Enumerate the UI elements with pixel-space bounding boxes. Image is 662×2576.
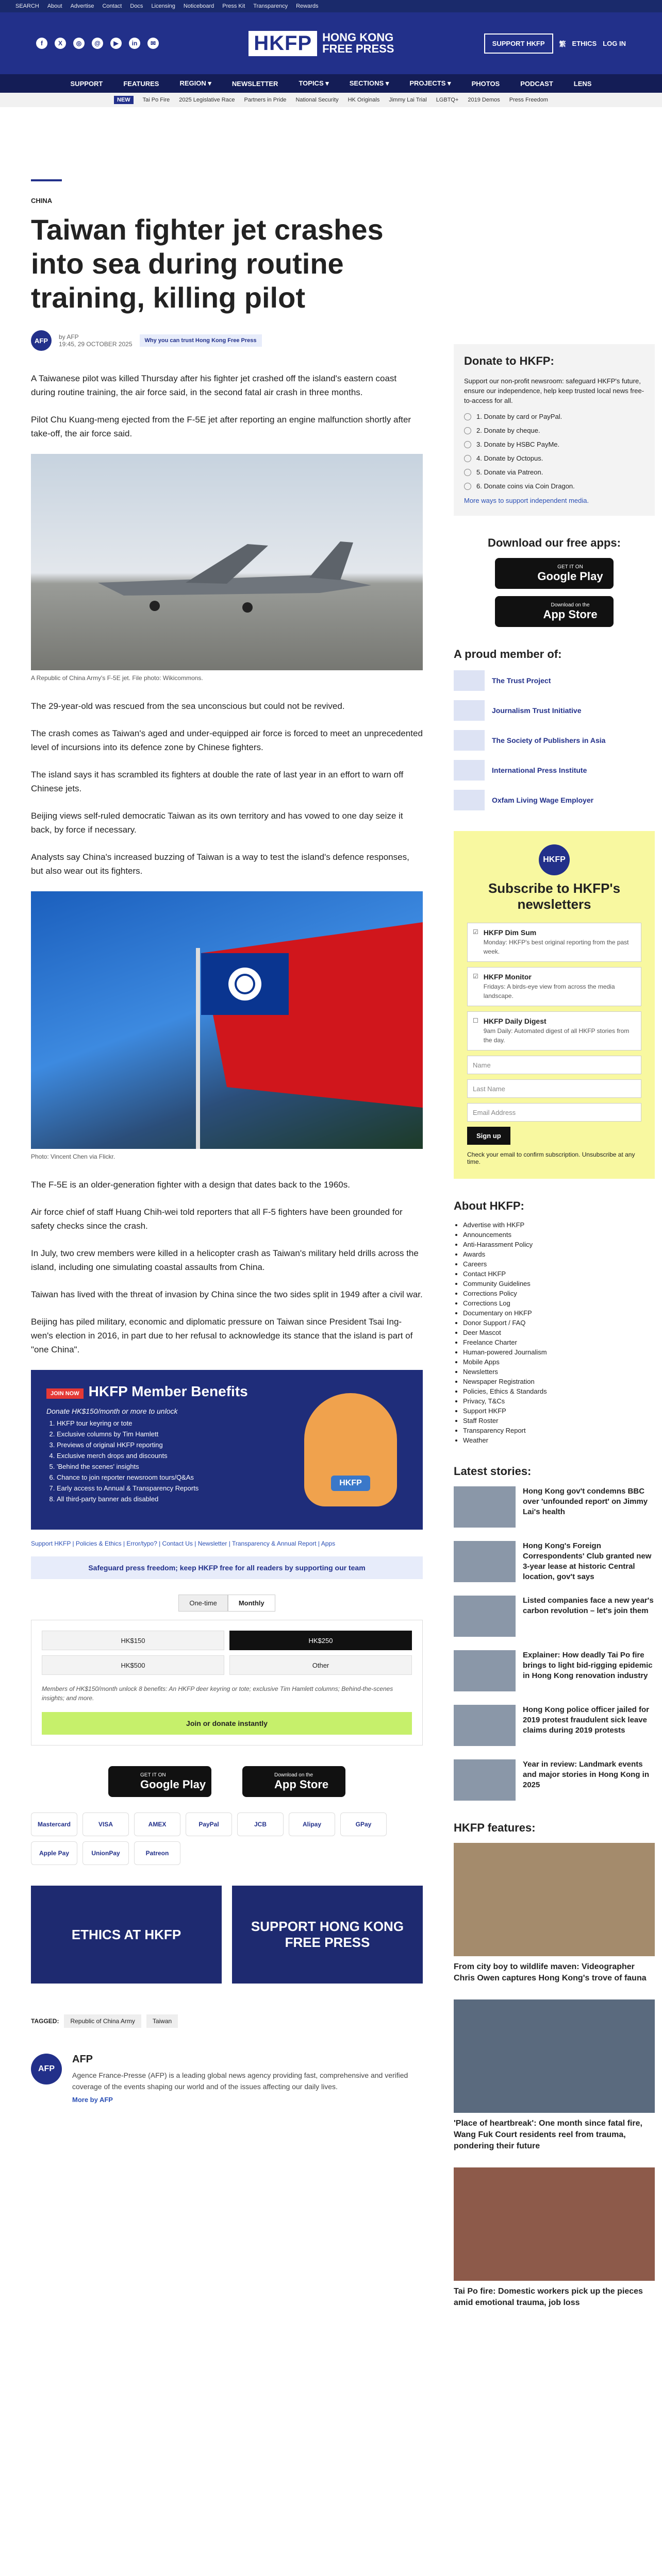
about-link[interactable]: • Policies, Ethics & Standards xyxy=(463,1387,655,1395)
more-by-author-link[interactable]: More by AFP xyxy=(72,2096,113,2104)
author-box xyxy=(31,2054,423,2105)
checkbox-icon[interactable]: ☑ xyxy=(473,928,478,936)
payment-logo: VISA xyxy=(82,1812,129,1836)
nav-item[interactable]: PROJECTS ▾ xyxy=(409,79,451,87)
org-logo xyxy=(454,760,485,781)
top-link[interactable]: Noticeboard xyxy=(183,3,214,9)
nav-item[interactable]: NEWSLETTER xyxy=(231,79,278,88)
last-name-field[interactable]: Last Name xyxy=(467,1079,641,1098)
login-link[interactable]: LOG IN xyxy=(603,39,626,47)
benefit-item: 5. 'Behind the scenes' insights xyxy=(57,1463,284,1470)
trending-link[interactable]: LGBTQ+ xyxy=(436,97,459,103)
instagram-icon[interactable]: ◎ xyxy=(73,38,85,49)
latest-story[interactable]: Listed companies face a new year's carbon revolution – let's join them xyxy=(454,1596,655,1637)
latest-title: Latest stories: xyxy=(454,1465,532,1478)
about-link[interactable]: • Careers xyxy=(463,1260,655,1268)
more-ways-link[interactable]: More ways to support independent media. xyxy=(464,497,589,504)
paragraph: Beijing views self-ruled democratic Taiwan as its own territory and has vowed to one day seize it back, by force if necessary. xyxy=(31,811,403,835)
payment-logo: Apple Pay xyxy=(31,1841,77,1865)
feature-image[interactable] xyxy=(454,1843,655,1956)
about-link[interactable]: • Documentary on HKFP xyxy=(463,1309,655,1317)
feature-image[interactable] xyxy=(454,1999,655,2113)
category-label[interactable]: CHINA xyxy=(31,197,53,205)
nav-item[interactable]: TOPICS ▾ xyxy=(299,79,329,87)
apps-title: Download our free apps: xyxy=(488,536,621,549)
page-body xyxy=(0,107,662,2324)
amount-option[interactable]: HK$150 xyxy=(42,1631,224,1650)
trending-link[interactable]: Jimmy Lai Trial xyxy=(389,97,427,103)
about-link[interactable]: • Corrections Log xyxy=(463,1299,655,1307)
top-link[interactable]: Press Kit xyxy=(222,3,245,9)
feature-story[interactable]: 'Place of heartbreak': One month since fatal fire, Wang Fuk Court residents reel from trauma, pondering their future xyxy=(454,1999,655,2152)
member-subtitle: Donate HK$150/month or more to unlock xyxy=(46,1407,178,1415)
trending-link[interactable]: Press Freedom xyxy=(509,97,548,103)
payment-logo: AMEX xyxy=(134,1812,180,1836)
amount-options xyxy=(42,1631,412,1675)
mascot-shirt: HKFP xyxy=(331,1476,370,1491)
org-logo xyxy=(454,670,485,691)
newsletter-widget xyxy=(454,831,655,1179)
benefit-list xyxy=(46,1419,284,1503)
latest-stories-widget xyxy=(454,1465,655,1801)
app-badges xyxy=(31,1766,423,1797)
org-name[interactable]: The Society of Publishers in Asia xyxy=(492,736,606,744)
checkbox-icon[interactable]: ☐ xyxy=(473,1017,478,1024)
about-link[interactable]: • Human-powered Journalism xyxy=(463,1348,655,1356)
tab-one-time[interactable]: One-time xyxy=(178,1595,227,1612)
trending-link[interactable]: 2019 Demos xyxy=(468,97,500,103)
newsletter-title: Subscribe to HKFP's newsletters xyxy=(488,880,621,912)
email-field[interactable]: Email Address xyxy=(467,1103,641,1122)
safeguard-banner[interactable]: Safeguard press freedom; keep HKFP free for all readers by supporting our team xyxy=(31,1556,423,1579)
top-link[interactable]: SEARCH xyxy=(15,3,39,9)
join-now-badge: JOIN NOW xyxy=(46,1388,84,1399)
top-link[interactable]: Licensing xyxy=(151,3,175,9)
name-field[interactable]: Name xyxy=(467,1056,641,1074)
trending-link[interactable]: Partners in Pride xyxy=(244,97,287,103)
features-widget xyxy=(454,1821,655,2309)
amount-option[interactable]: HK$500 xyxy=(42,1655,224,1675)
app-store-badge[interactable]: Download on the App Store xyxy=(242,1766,345,1797)
facebook-icon[interactable]: f xyxy=(36,38,47,49)
tab-monthly[interactable]: Monthly xyxy=(228,1595,275,1612)
about-link[interactable]: • Community Guidelines xyxy=(463,1280,655,1287)
new-badge: NEW xyxy=(114,96,134,104)
google-play-badge[interactable]: GET IT ON Google Play xyxy=(495,558,614,589)
trending-bar xyxy=(0,93,662,107)
story-thumbnail[interactable] xyxy=(454,1596,516,1637)
nav-item[interactable]: REGION ▾ xyxy=(179,79,211,87)
promo-videos xyxy=(31,1886,423,1984)
author-name[interactable]: AFP xyxy=(72,2054,93,2065)
paragraph: The F-5E is an older-generation fighter with a design that dates back to the 1960s. xyxy=(31,1180,350,1190)
latest-story[interactable]: Hong Kong gov't condemns BBC over 'unfounded report' on Jimmy Lai's health xyxy=(454,1486,655,1528)
x-icon[interactable]: X xyxy=(55,38,66,49)
story-thumbnail[interactable] xyxy=(454,1759,516,1801)
about-widget xyxy=(454,1199,655,1444)
story-thumbnail[interactable] xyxy=(454,1705,516,1746)
benefit-item: 4. Exclusive merch drops and discounts xyxy=(57,1452,284,1460)
paragraph: A Taiwanese pilot was killed Thursday after his fighter jet crashed off the island's eastern coast during routine training, the air force said, in the second fatal air crash in three months. xyxy=(31,374,397,397)
donate-title: Donate to HKFP: xyxy=(464,354,554,367)
mail-icon[interactable]: ✉ xyxy=(147,38,159,49)
feature-story[interactable]: From city boy to wildlife maven: Videographer Chris Owen captures Hong Kong's trove of fauna xyxy=(454,1843,655,1984)
logo-box: HKFP xyxy=(249,31,317,56)
about-link[interactable]: • Newsletters xyxy=(463,1368,655,1376)
newsletter-option[interactable]: ☐ HKFP Daily Digest 9am Daily: Automated digest of all HKFP stories from the day. xyxy=(467,1011,641,1050)
about-link[interactable]: • Freelance Charter xyxy=(463,1338,655,1346)
paragraph: Taiwan has lived with the threat of invasion by China since the two sides split in 1949 after a civil war. xyxy=(31,1290,423,1299)
top-link[interactable]: Docs xyxy=(130,3,143,9)
latest-story[interactable]: Hong Kong's Foreign Correspondents' Club granted new 3-year lease at historic Central location, gov't says xyxy=(454,1541,655,1582)
article-column xyxy=(31,107,423,2324)
newsletter-badge: HKFP xyxy=(539,844,570,875)
main-nav xyxy=(0,74,662,93)
youtube-icon[interactable]: ▶ xyxy=(110,38,122,49)
paragraph: The island says it has scrambled its fighters at double the rate of last year in an effort to warn off Chinese jets. xyxy=(31,770,404,793)
about-link[interactable]: • Weather xyxy=(463,1436,655,1444)
author-box-avatar[interactable]: AFP xyxy=(31,2054,62,2084)
story-thumbnail[interactable] xyxy=(454,1486,516,1528)
article-footer-links[interactable]: Support HKFP | Policies & Ethics | Error/typo? | Contact Us | Newsletter | Transparency & Annual Report | Apps xyxy=(31,1540,336,1547)
newsletter-option[interactable]: ☑ HKFP Dim Sum Monday: HKFP's best original reporting from the past week. xyxy=(467,923,641,962)
byline-author[interactable]: by AFP xyxy=(59,333,79,341)
about-link[interactable]: • Transparency Report xyxy=(463,1427,655,1434)
payment-logo: Alipay xyxy=(289,1812,335,1836)
ethics-video[interactable]: ETHICS AT HKFP xyxy=(31,1886,222,1984)
org-name[interactable]: Journalism Trust Initiative xyxy=(492,706,582,715)
top-strip xyxy=(0,0,662,12)
about-link[interactable]: • Privacy, T&Cs xyxy=(463,1397,655,1405)
trending-link[interactable]: HK Originals xyxy=(347,97,380,103)
payment-logo: JCB xyxy=(237,1812,284,1836)
story-thumbnail[interactable] xyxy=(454,1650,516,1691)
tag-list xyxy=(31,2014,423,2028)
about-link[interactable]: • Newspaper Registration xyxy=(463,1378,655,1385)
nav-item[interactable]: SECTIONS ▾ xyxy=(349,79,389,87)
features-title: HKFP features: xyxy=(454,1821,536,1834)
paragraph: Analysts say China's increased buzzing of Taiwan is a way to test the island's defence responses, but also wear out its fighters. xyxy=(31,852,409,876)
trending-link[interactable]: National Security xyxy=(295,97,339,103)
top-link[interactable]: Advertise xyxy=(70,3,94,9)
support-button[interactable]: SUPPORT HKFP xyxy=(484,33,553,54)
benefit-item: 8. All third-party banner ads disabled xyxy=(57,1495,284,1503)
about-link[interactable]: • Contact HKFP xyxy=(463,1270,655,1278)
member-title: HKFP Member Benefits xyxy=(88,1383,248,1399)
google-play-badge[interactable]: GET IT ON Google Play xyxy=(108,1766,211,1797)
radio-icon[interactable] xyxy=(464,427,471,434)
payment-logo: UnionPay xyxy=(82,1841,129,1865)
donate-option[interactable]: 2. Donate by cheque. xyxy=(476,427,540,434)
site-header xyxy=(0,12,662,74)
member-of-title: A proud member of: xyxy=(454,648,562,660)
radio-icon[interactable] xyxy=(464,455,471,462)
donate-option[interactable]: 4. Donate by Octopus. xyxy=(476,454,543,462)
paragraph: The crash comes as Taiwan's aged and under-equipped air force is forced to meet an unprecedented level of incursions into its defence zone by Chinese fighters. xyxy=(31,728,423,752)
donate-intro: Support our non-profit newsroom: safeguard HKFP's future, ensure our independence, help keep trusted local news free-to-access for all. xyxy=(464,377,644,404)
about-title: About HKFP: xyxy=(454,1199,524,1212)
donate-option[interactable]: 6. Donate coins via Coin Dragon. xyxy=(476,482,575,490)
payment-logo: Patreon xyxy=(134,1841,180,1865)
top-link[interactable]: Rewards xyxy=(296,3,319,9)
org-logo xyxy=(454,700,485,721)
paragraph: Beijing has piled military, economic and diplomatic pressure on Taiwan since President Tsai Ing-wen's election in 2016, in part due to her refusal to acknowledge its stance that the island is part of "one China". xyxy=(31,1317,413,1354)
author-avatar[interactable]: AFP xyxy=(31,330,52,351)
about-link[interactable]: • Support HKFP xyxy=(463,1407,655,1415)
payment-logo: PayPal xyxy=(186,1812,232,1836)
payment-methods xyxy=(31,1812,423,1865)
paragraph: The 29-year-old was rescued from the sea unconscious but could not be revived. xyxy=(31,701,345,711)
donate-option[interactable]: 1. Donate by card or PayPal. xyxy=(476,413,562,420)
tags-label: TAGGED: xyxy=(31,2018,59,2025)
donation-form xyxy=(31,1620,423,1745)
donation-frequency-toggle xyxy=(31,1595,423,1612)
sidebar xyxy=(454,107,655,2324)
tag[interactable]: Republic of China Army xyxy=(64,2014,141,2028)
photo-caption: Photo: Vincent Chen via Flickr. xyxy=(31,1153,115,1160)
org-logo xyxy=(454,790,485,810)
feature-image[interactable] xyxy=(454,2167,655,2281)
top-link[interactable]: Transparency xyxy=(253,3,288,9)
article-title: Taiwan fighter jet crashes into sea during routine training, killing pilot xyxy=(31,213,384,314)
benefit-item: 2. Exclusive columns by Tim Hamlett xyxy=(57,1430,284,1438)
why-trust-link[interactable]: Why you can trust Hong Kong Free Press xyxy=(140,334,262,347)
donate-option[interactable]: 5. Donate via Patreon. xyxy=(476,468,543,476)
app-store-badge[interactable]: Download on the App Store xyxy=(495,596,614,627)
deer-mascot xyxy=(304,1393,397,1506)
about-link[interactable]: • Donor Support / FAQ xyxy=(463,1319,655,1327)
latest-story[interactable]: Hong Kong police officer jailed for 2019 protest fraudulent sick leave claims during 2019 protests xyxy=(454,1705,655,1746)
title-rule xyxy=(31,179,62,181)
story-thumbnail[interactable] xyxy=(454,1541,516,1582)
sidebar-apps xyxy=(454,536,655,627)
org-name[interactable]: Oxfam Living Wage Employer xyxy=(492,796,594,804)
site-logo[interactable] xyxy=(249,31,394,56)
latest-story[interactable]: Year in review: Landmark events and major stories in Hong Kong in 2025 xyxy=(454,1759,655,1801)
paragraph: In July, two crew members were killed in a helicopter crash as Taiwan's military held drills across the island, including one simulating coastal assaults from China. xyxy=(31,1248,419,1272)
top-link[interactable]: Contact xyxy=(102,3,122,9)
paragraph: Pilot Chu Kuang-meng ejected from the F-5E jet after reporting an engine malfunction shortly after take-off, the air force said. xyxy=(31,415,411,438)
ethics-link[interactable]: ETHICS xyxy=(572,39,597,47)
payment-logo: GPay xyxy=(340,1812,387,1836)
about-link[interactable]: • Deer Mascot xyxy=(463,1329,655,1336)
member-benefits-banner[interactable] xyxy=(31,1370,423,1530)
radio-icon[interactable] xyxy=(464,483,471,490)
donate-option[interactable]: 3. Donate by HSBC PayMe. xyxy=(476,440,560,448)
about-link[interactable]: • Awards xyxy=(463,1250,655,1258)
nav-item[interactable]: LENS xyxy=(573,79,592,88)
nav-item[interactable]: FEATURES xyxy=(123,79,159,88)
nav-item[interactable]: PHOTOS xyxy=(471,79,500,88)
header-actions xyxy=(484,33,626,54)
radio-icon[interactable] xyxy=(464,413,471,420)
about-link[interactable]: • Corrections Policy xyxy=(463,1290,655,1297)
about-link[interactable]: • Advertise with HKFP xyxy=(463,1221,655,1229)
org-logo xyxy=(454,730,485,751)
feature-story[interactable]: Tai Po fire: Domestic workers pick up the pieces amid emotional trauma, job loss xyxy=(454,2167,655,2309)
org-name[interactable]: The Trust Project xyxy=(492,676,551,685)
about-link[interactable]: • Anti-Harassment Policy xyxy=(463,1241,655,1248)
org-name[interactable]: International Press Institute xyxy=(492,766,587,774)
member-of-widget xyxy=(454,648,655,810)
language-link[interactable]: 繁 xyxy=(559,40,566,48)
about-link[interactable]: • Announcements xyxy=(463,1231,655,1239)
photo-caption: A Republic of China Army's F-5E jet. File photo: Wikicommons. xyxy=(31,674,203,682)
support-video[interactable]: SUPPORT HONG KONG FREE PRESS xyxy=(232,1886,423,1984)
donate-widget xyxy=(454,344,655,516)
latest-story[interactable]: Explainer: How deadly Tai Po fire brings to light bid-rigging epidemic in Hong Kong renovation industry xyxy=(454,1650,655,1691)
checkbox-icon[interactable]: ☑ xyxy=(473,973,478,980)
benefit-item: 1. HKFP tour keyring or tote xyxy=(57,1419,284,1427)
threads-icon[interactable]: @ xyxy=(92,38,103,49)
paragraph: Air force chief of staff Huang Chih-wei told reporters that all F-5 fighters have been grounded for safety checks since the crash. xyxy=(31,1207,403,1231)
byline-date: 19:45, 29 OCTOBER 2025 xyxy=(59,341,133,348)
top-link[interactable]: About xyxy=(47,3,62,9)
donation-note: Members of HK$150/month unlock 8 benefits: An HKFP deer keyring or tote; exclusive Tim Hamlett columns; Behind-the-scenes insights; and more. xyxy=(42,1685,393,1702)
benefit-item: 6. Chance to join reporter newsroom tours/Q&As xyxy=(57,1473,284,1481)
nav-item[interactable]: PODCAST xyxy=(520,79,553,88)
amount-option-selected[interactable]: HK$250 xyxy=(229,1631,412,1650)
newsletter-option[interactable]: ☑ HKFP Monitor Fridays: A birds-eye view from across the media landscape. xyxy=(467,967,641,1006)
join-button[interactable]: Join or donate instantly xyxy=(42,1712,412,1735)
trending-link[interactable]: 2025 Legislative Race xyxy=(179,97,235,103)
flag-photo xyxy=(31,891,423,1149)
logo-text: HONG KONG FREE PRESS xyxy=(322,31,394,55)
about-link[interactable]: • Mobile Apps xyxy=(463,1358,655,1366)
benefit-item: 3. Previews of original HKFP reporting xyxy=(57,1441,284,1449)
byline xyxy=(31,330,423,351)
nav-item[interactable]: SUPPORT xyxy=(70,79,103,88)
tag[interactable]: Taiwan xyxy=(146,2014,178,2028)
about-link[interactable]: • Staff Roster xyxy=(463,1417,655,1425)
linkedin-icon[interactable]: in xyxy=(129,38,140,49)
signup-button[interactable]: Sign up xyxy=(467,1127,510,1145)
trending-link[interactable]: Tai Po Fire xyxy=(142,97,170,103)
jet-photo xyxy=(31,454,423,670)
benefit-item: 7. Early access to Annual & Transparency Reports xyxy=(57,1484,284,1492)
newsletter-note: Check your email to confirm subscription. Unsubscribe at any time. xyxy=(467,1151,635,1165)
amount-option[interactable]: Other xyxy=(229,1655,412,1675)
radio-icon[interactable] xyxy=(464,469,471,476)
radio-icon[interactable] xyxy=(464,441,471,448)
payment-logo: Mastercard xyxy=(31,1812,77,1836)
author-bio: Agence France-Presse (AFP) is a leading global news agency providing fast, comprehensive and verified coverage of the events shaping our world and of the issues affecting our daily lives. xyxy=(72,2071,408,2091)
social-links xyxy=(36,38,159,49)
fighter-jet-illustration xyxy=(31,454,423,670)
taiwan-flag-illustration xyxy=(31,891,423,1149)
